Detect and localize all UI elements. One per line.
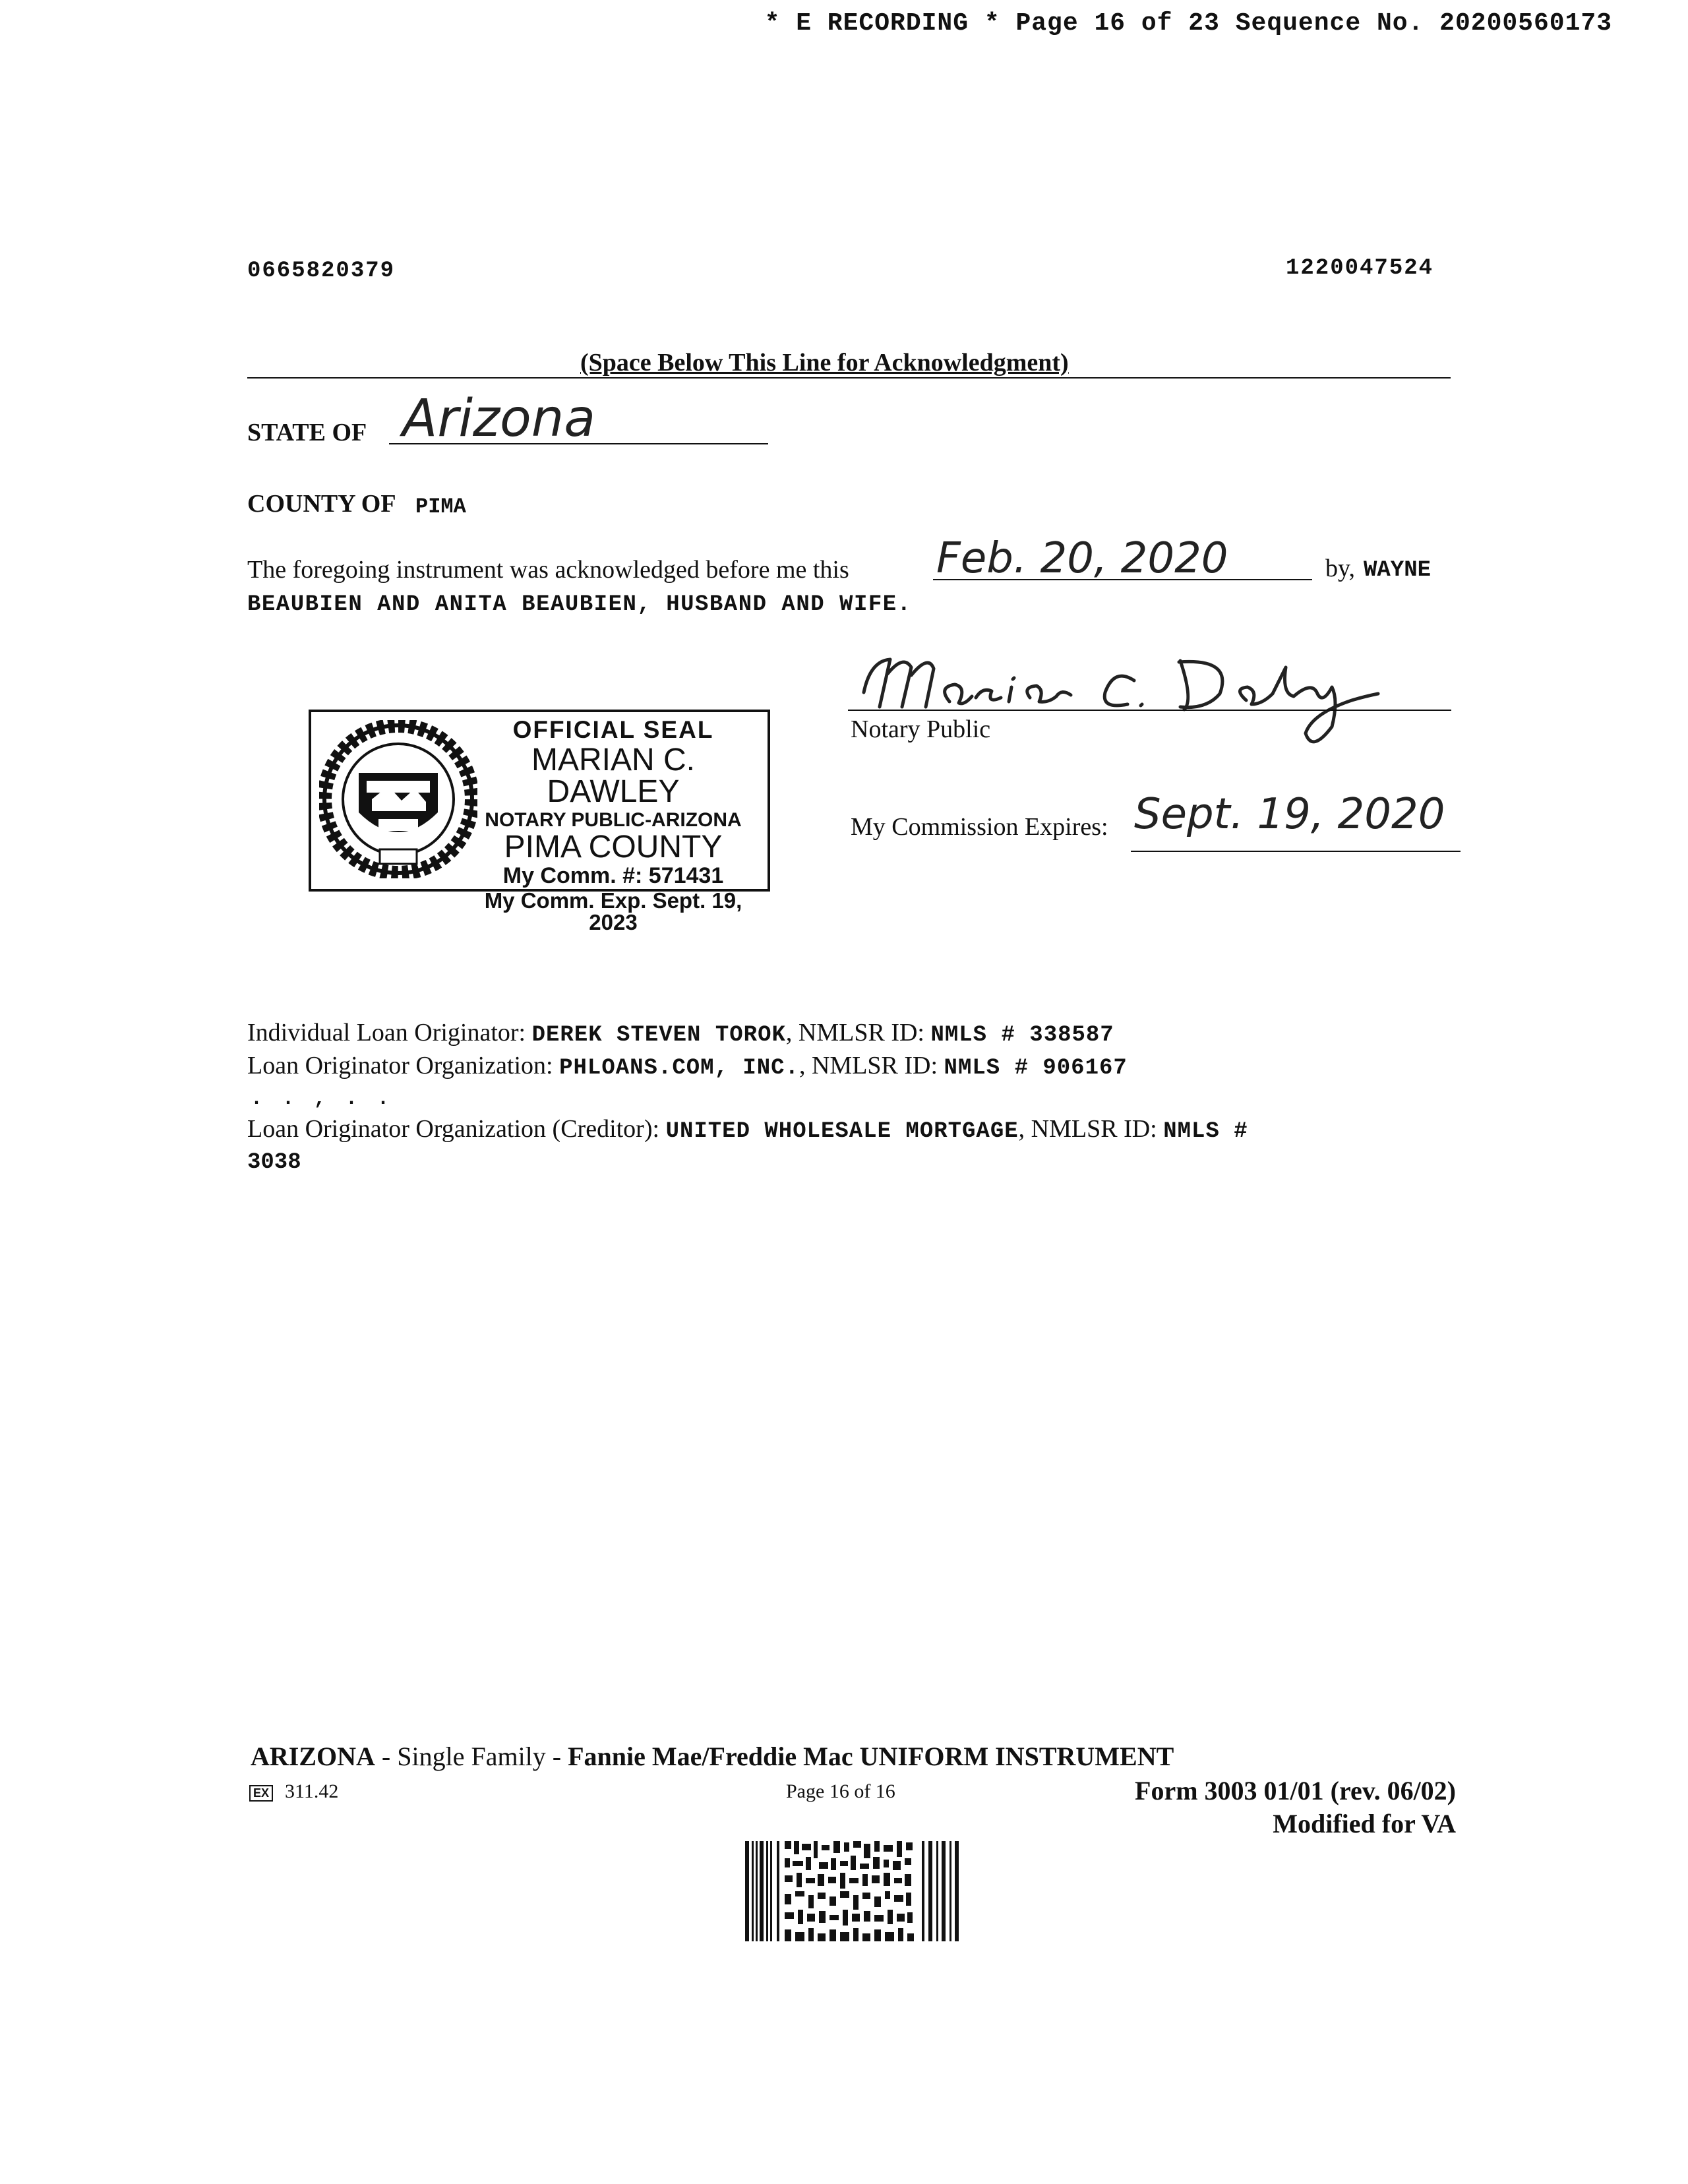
seal-notary-name: MARIAN C. DAWLEY [531, 743, 695, 809]
originator-organization-name: PHLOANS.COM, INC. [559, 1056, 799, 1081]
seal-county: PIMA COUNTY [504, 830, 723, 864]
barcode-icon [745, 1841, 963, 1941]
loan-number-left: 0665820379 [247, 258, 396, 284]
commission-expires-underline [1131, 851, 1461, 852]
seal-notary-title: NOTARY PUBLIC-ARIZONA [485, 809, 742, 831]
footer-title [251, 1741, 1174, 1772]
acknowledgment-name-second-line: BEAUBIEN AND ANITA BEAUBIEN, HUSBAND AND WIFE. [247, 592, 912, 617]
state-underline [389, 443, 768, 444]
recording-header: * E RECORDING * Page 16 of 23 Sequence No. 20200560173 [764, 9, 1612, 38]
seal-official-heading: OFFICIAL SEAL [512, 716, 714, 743]
footer-modified-note: Modified for VA [1273, 1809, 1456, 1838]
acknowledgment-date-handwritten: Feb. 20, 2020 [936, 534, 1228, 583]
commission-expires-handwritten: Sept. 19, 2020 [1134, 790, 1445, 839]
creditor-id-number: 3038 [247, 1150, 301, 1175]
acknowledgment-caption: (Space Below This Line for Acknowledgment) [580, 349, 1069, 377]
individual-originator-id: NMLS # 338587 [930, 1023, 1114, 1048]
state-seal-emblem-icon [319, 720, 477, 878]
county-label: COUNTY OF [247, 490, 396, 518]
seal-text-block [462, 717, 765, 933]
footer-instrument: Fannie Mae/Freddie Mac UNIFORM INSTRUMENT [568, 1742, 1174, 1771]
footer-form-number: Form 3003 01/01 (rev. 06/02) [1135, 1776, 1456, 1805]
stray-marks: . . , . . [251, 1088, 394, 1110]
acknowledgment-divider [247, 377, 1451, 379]
creditor-originator-line [247, 1114, 1248, 1144]
originator-organization-id: NMLS # 906167 [944, 1056, 1128, 1081]
commission-expires-label: My Commission Expires: [851, 813, 1108, 841]
seal-commission-expiry: My Comm. Exp. Sept. 19, 2023 [484, 888, 742, 934]
originator-organization-line [247, 1051, 1128, 1081]
creditor-id-prefix: NMLS # [1163, 1119, 1248, 1144]
creditor-id-label: , NMLSR ID: [1018, 1115, 1157, 1143]
footer-page-number: Page 16 of 16 [786, 1780, 895, 1802]
state-label: STATE OF [247, 419, 367, 446]
footer-state: ARIZONA [251, 1742, 375, 1771]
acknowledgment-date-underline [933, 579, 1312, 580]
loan-number-right: 1220047524 [1286, 256, 1434, 281]
originator-organization-id-label: , NMLSR ID: [799, 1052, 938, 1079]
originator-organization-label: Loan Originator Organization: [247, 1052, 553, 1079]
footer-title-middle: - Single Family - [375, 1742, 568, 1771]
individual-originator-id-label: , NMLSR ID: [785, 1019, 924, 1046]
individual-originator-line [247, 1018, 1114, 1048]
notary-signature-line [848, 710, 1451, 711]
creditor-label: Loan Originator Organization (Creditor): [247, 1115, 660, 1143]
acknowledgment-by-label: by, [1325, 555, 1356, 582]
individual-originator-label: Individual Loan Originator: [247, 1019, 526, 1046]
state-handwritten-value: Arizona [402, 389, 595, 448]
county-value: PIMA [415, 495, 466, 519]
individual-originator-name: DEREK STEVEN TOROK [531, 1023, 786, 1048]
footer-code-line [249, 1780, 338, 1803]
acknowledgment-name-first-line: WAYNE [1364, 558, 1432, 583]
seal-commission-number: My Comm. #: 571431 [502, 863, 724, 888]
footer-code-badge: EX [249, 1785, 273, 1802]
acknowledgment-text: The foregoing instrument was acknowledged before me this [247, 556, 849, 584]
footer-code: 311.42 [285, 1780, 339, 1802]
creditor-name: UNITED WHOLESALE MORTGAGE [665, 1119, 1019, 1144]
notary-public-label: Notary Public [851, 715, 991, 743]
